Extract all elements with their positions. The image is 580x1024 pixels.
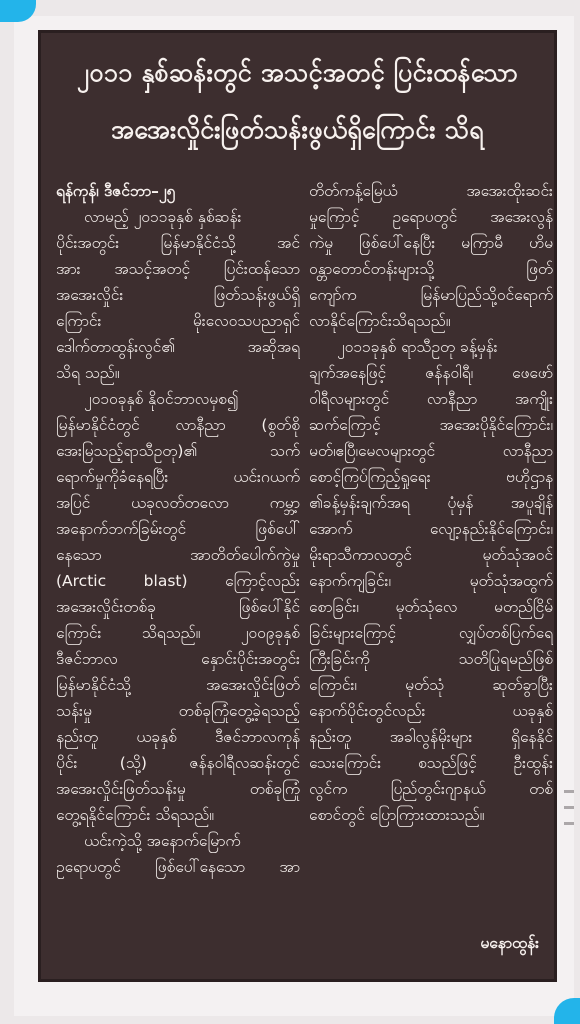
body-line: မိုးရာသီကာလတွင် မုတ်သုံအဝင် bbox=[309, 546, 553, 564]
body-line: အေးမြသည့်ရာသီဥတု)၏ သက် bbox=[56, 442, 300, 460]
body-line: မြန်မာနိုင်ငံတွင် လာနီညာ (စွတ်စို bbox=[56, 416, 300, 434]
body-line: ကြောင်း မိုးလေဝသပညာရှင် bbox=[56, 312, 300, 330]
body-line: ကျော်က မြန်မာပြည်သို့ဝင်ရောက် bbox=[309, 286, 553, 304]
body-line: ကြီးခြင်းကို သတိပြုရမည်ဖြစ် bbox=[309, 650, 553, 668]
body-line: မတ်၊ဧပြီ၊မေလများတွင် လာနီညာ bbox=[309, 442, 553, 460]
body-line: အား အသင့်အတင့် ပြင်းထန်သော bbox=[56, 260, 300, 278]
body-line: နည်းတူ အခါလွန်မိုးများ ရှိနေနိုင် bbox=[309, 728, 553, 746]
body-line: တိတ်ကန့်မြေယံ အအေးထိုးဆင်း bbox=[309, 182, 553, 200]
dateline: ရန်ကုန်၊ ဒီဇင်ဘာ–၂၅ bbox=[56, 182, 176, 200]
body-line: မြန်မာနိုင်ငံသို့ အအေးလှိုင်းဖြတ် bbox=[56, 676, 300, 694]
body-line: စောင့်ကြပ်ကြည့်ရှုရေး ဗဟိုဌာန bbox=[309, 468, 553, 486]
author-byline: မနောထွန်း bbox=[480, 934, 539, 952]
article-headline bbox=[56, 48, 539, 160]
body-line: အအေးလှိုင်းဖြတ်သန်းမှု တစ်ခုကြုံ bbox=[56, 780, 300, 798]
body-line: စောခြင်း၊ မုတ်သုံလေ မတည်ငြိမ် bbox=[309, 598, 553, 616]
body-line: ဝန္တာတောင်တန်းများသို့ ဖြတ် bbox=[309, 260, 553, 278]
body-line: ကြောင်း သိရသည်။ ၂၀၀၉ခုနှစ် bbox=[56, 624, 300, 642]
body-line: နည်းတူ ယခုနှစ် ဒီဇင်ဘာလကုန် bbox=[56, 728, 300, 746]
body-line: ၂၀၁၁ခုနှစ် ရာသီဥတု ခန့်မှန်း bbox=[337, 338, 498, 356]
body-line: လာမည့် ၂၀၁၁ခုနှစ် နှစ်ဆန်း bbox=[84, 208, 242, 226]
adjacent-column-edge bbox=[564, 790, 574, 910]
body-line: သိရ သည်။ bbox=[56, 364, 120, 382]
body-line: ဒီဇင်ဘာလ နှောင်းပိုင်းအတွင်း bbox=[56, 650, 300, 668]
article-column-right bbox=[309, 178, 553, 828]
body-line: ကဲမှု ဖြစ်ပေါ်နေပြီး မကြာမီ ဟိမ bbox=[309, 234, 553, 252]
body-line: မှုကြောင့် ဥရောပတွင် အအေးလွန် bbox=[309, 208, 553, 226]
body-line: သေးကြောင်း စသည်ဖြင့် ဦးထွန်း bbox=[309, 754, 553, 772]
headline-line-1: ၂၀၁၁ နှစ်ဆန်းတွင် အသင့်အတင့် ပြင်းထန်သော bbox=[76, 58, 519, 87]
body-line: စောင်တွင် ပြောကြားထားသည်။ bbox=[309, 806, 485, 824]
headline-line-2: အအေးလှိုင်းဖြတ်သန်းဖွယ်ရှိကြောင်း သိရ bbox=[111, 115, 484, 144]
body-line: ယင်းကဲ့သို့ အနောက်မြောက် bbox=[84, 832, 241, 850]
body-line: ဆက်ကြောင့် အအေးပိုနိုင်ကြောင်း၊ bbox=[309, 416, 553, 434]
body-line: ပိုင်း (သို့) ဇန်နဝါရီလဆန်းတွင် bbox=[56, 754, 300, 772]
body-line: ချက်အနေဖြင့် ဇန်နဝါရီ၊ ဖေဖော် bbox=[309, 364, 553, 382]
body-line: နောက်ပိုင်းတွင်လည်း ယခုနှစ် bbox=[309, 702, 553, 720]
body-line: ၂၀၁၀ခုနှစ် နိုဝင်ဘာလမှစ၍ bbox=[84, 390, 239, 408]
body-line: ဒေါက်တာထွန်းလွင်၏ အဆိုအရ bbox=[56, 338, 300, 356]
body-line: ခြင်းများကြောင့် လျှပ်တစ်ပြက်ရေ bbox=[309, 624, 553, 642]
body-line: ဥရောပတွင် ဖြစ်ပေါ်နေသော အာ bbox=[56, 858, 300, 876]
body-line: လွင်က ပြည်တွင်းဂျာနယ် တစ် bbox=[309, 780, 553, 798]
body-line: ပိုင်းအတွင်း မြန်မာနိုင်ငံသို့ အင် bbox=[56, 234, 300, 252]
body-line: အပြင် ယခုလတ်တလော ကမ္ဘာ့ bbox=[56, 494, 300, 512]
body-line: အောက် လျော့နည်းနိုင်ကြောင်း၊ bbox=[309, 520, 553, 538]
body-line: ကြောင်း၊ မုတ်သုံ ဆုတ်ခွာပြီး bbox=[309, 676, 553, 694]
body-line: (Arctic blast) ကြောင့်လည်း bbox=[56, 572, 300, 590]
body-line: အနောက်ဘက်ခြမ်းတွင် ဖြစ်ပေါ် bbox=[56, 520, 300, 538]
article-column-left bbox=[56, 178, 300, 880]
body-line: ဝါရီလများတွင် လာနီညာ အကျိုး bbox=[309, 390, 553, 408]
body-line: အအေးလှိုင်း ဖြတ်သန်းဖွယ်ရှိ bbox=[56, 286, 300, 304]
body-line: နောက်ကျခြင်း၊ မုတ်သုံအထွက် bbox=[309, 572, 553, 590]
body-line: တွေ့ရနိုင်ကြောင်း သိရသည်။ bbox=[56, 806, 214, 824]
body-line: ရောက်မှုကိုခံနေရပြီး ယင်းဂယက် bbox=[56, 468, 300, 486]
body-line: သန်းမှု တစ်ခုကြုံတွေ့ခဲ့ရသည့် bbox=[56, 702, 300, 720]
body-line: အအေးလှိုင်းတစ်ခု ဖြစ်ပေါ်နိုင် bbox=[56, 598, 300, 616]
body-line: ၏ခန့်မှန်းချက်အရ ပုံမှန် အပူချိန် bbox=[309, 494, 553, 512]
body-line: လာနိုင်ကြောင်းသိရသည်။ bbox=[309, 312, 451, 330]
news-clipping bbox=[38, 30, 557, 982]
body-line: နေသော အာတိတ်ပေါက်ကွဲမှု bbox=[56, 546, 300, 564]
